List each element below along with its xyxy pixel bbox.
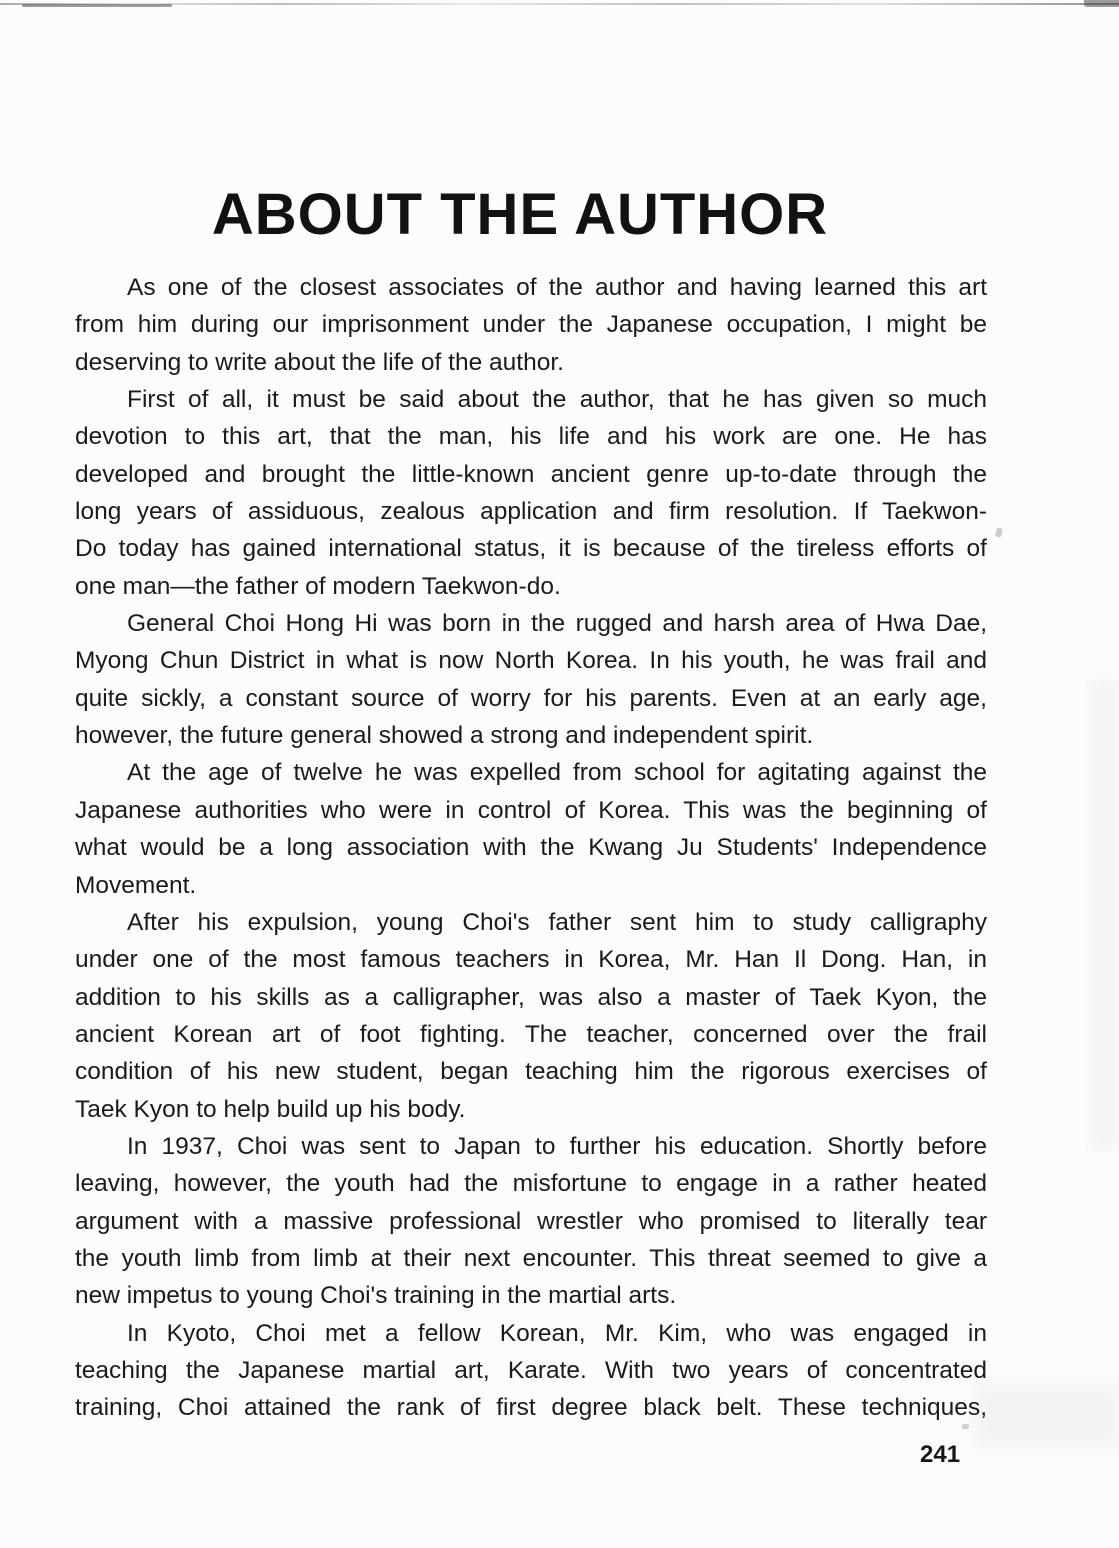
- text-line: one man—the father of modern Taekwon-do.: [75, 572, 561, 600]
- text-line: condition of his new student, began teaching him the rigorous exercises of: [75, 1058, 987, 1086]
- text-line: long years of assiduous, zealous application and firm resolution. If Taekwon-: [75, 498, 987, 526]
- text-line: from him during our imprisonment under the Japanese occupation, I might be: [75, 311, 987, 339]
- paragraph: [75, 381, 987, 605]
- scan-artifact-speck: [995, 527, 1003, 537]
- text-line: devotion to this art, that the man, his life and his work are one. He has: [75, 423, 987, 451]
- paragraph: [75, 605, 987, 754]
- scan-artifact-bottom-smudge: [975, 1385, 1119, 1447]
- text-line: In Kyoto, Choi met a fellow Korean, Mr. Kim, who was engaged in: [127, 1319, 987, 1347]
- text-line: deserving to write about the life of the author.: [75, 348, 564, 376]
- page-title: ABOUT THE AUTHOR: [211, 181, 829, 247]
- text-line: In 1937, Choi was sent to Japan to further his education. Shortly before: [127, 1132, 987, 1160]
- text-line: After his expulsion, young Choi's father sent him to study calligraphy: [127, 908, 987, 936]
- text-line: Taek Kyon to help build up his body.: [75, 1095, 466, 1123]
- text-line: Japanese authorities who were in control of Korea. This was the beginning of: [75, 796, 987, 824]
- text-line: Myong Chun District in what is now North Korea. In his youth, he was frail and: [75, 647, 987, 675]
- text-line: Movement.: [75, 871, 197, 899]
- scan-artifact-top-edge: [0, 3, 1119, 5]
- text-line: training, Choi attained the rank of first degree black belt. These techniques,: [75, 1394, 987, 1422]
- text-line: Do today has gained international status, it is because of the tireless efforts of: [75, 535, 987, 563]
- text-line: developed and brought the little-known ancient genre up-to-date through the: [75, 460, 987, 488]
- text-line: teaching the Japanese martial art, Karate. With two years of concentrated: [75, 1356, 987, 1384]
- page-number: 241: [920, 1441, 961, 1468]
- paragraph: [75, 1128, 987, 1315]
- text-line: leaving, however, the youth had the misfortune to engage in a rather heated: [75, 1170, 987, 1198]
- paragraph: [75, 904, 987, 1128]
- text-line: ancient Korean art of foot fighting. The teacher, concerned over the frail: [75, 1020, 987, 1048]
- paragraph: [75, 269, 987, 381]
- scan-artifact-right-smudge: [1090, 680, 1119, 1150]
- paragraph: [75, 754, 987, 903]
- scan-artifact-top-right: [1084, 0, 1119, 7]
- text-line: General Choi Hong Hi was born in the rugged and harsh area of Hwa Dae,: [127, 610, 987, 638]
- paragraph: [75, 1315, 987, 1427]
- text-line: the youth limb from limb at their next encounter. This threat seemed to give a: [75, 1244, 987, 1272]
- text-line: At the age of twelve he was expelled from school for agitating against the: [127, 759, 987, 787]
- text-line: As one of the closest associates of the author and having learned this art: [127, 274, 987, 301]
- scan-artifact-top-left: [22, 4, 172, 7]
- text-line: new impetus to young Choi's training in the martial arts.: [75, 1282, 677, 1310]
- text-line: what would be a long association with the Kwang Ju Students' Independence: [75, 834, 987, 862]
- text-line: however, the future general showed a strong and independent spirit.: [75, 722, 814, 750]
- text-line: addition to his skills as a calligrapher, was also a master of Taek Kyon, the: [75, 983, 987, 1011]
- text-line: quite sickly, a constant source of worry for his parents. Even at an early age,: [75, 684, 987, 712]
- text-line: argument with a massive professional wrestler who promised to literally tear: [75, 1207, 987, 1235]
- text-line: First of all, it must be said about the author, that he has given so much: [127, 386, 987, 414]
- text-line: under one of the most famous teachers in Korea, Mr. Han Il Dong. Han, in: [75, 946, 987, 974]
- body-text: [75, 269, 987, 1427]
